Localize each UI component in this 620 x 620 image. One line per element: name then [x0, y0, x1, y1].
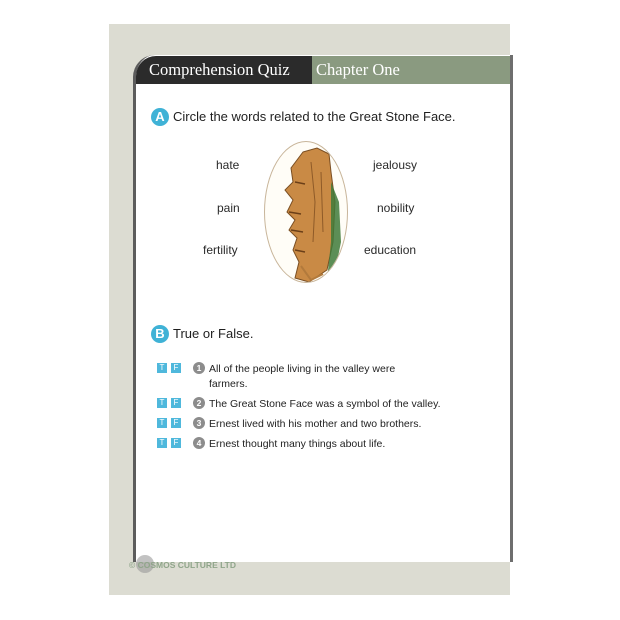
false-checkbox[interactable]: F [171, 398, 181, 408]
item-number: 1 [193, 362, 205, 374]
false-checkbox[interactable]: F [171, 418, 181, 428]
statement-line-2: farmers. [209, 378, 248, 390]
word-jealousy: jealousy [373, 158, 418, 172]
true-checkbox[interactable]: T [157, 398, 167, 408]
statement-line: Ernest lived with his mother and two brothers. [209, 418, 422, 430]
section-b-badge: B [151, 325, 169, 343]
true-checkbox[interactable]: T [157, 363, 167, 373]
word-pain: pain [217, 201, 240, 215]
word-hate: hate [216, 158, 240, 172]
chapter-title: Chapter One [312, 56, 510, 84]
stone-face-icon [265, 142, 348, 283]
statement-line: Ernest thought many things about life. [209, 438, 386, 450]
section-a-instruction: Circle the words related to the Great Stone Face. [173, 109, 456, 124]
statement-text [209, 397, 469, 412]
false-checkbox[interactable]: F [171, 363, 181, 373]
quiz-title: Comprehension Quiz [136, 56, 312, 84]
section-b-instruction: True or False. [173, 326, 254, 341]
statement-line: The Great Stone Face was a symbol of the valley. [209, 398, 441, 410]
great-stone-face-illustration [264, 141, 348, 283]
copyright-text: © COSMOS CULTURE LTD [129, 560, 236, 570]
section-a-badge: A [151, 108, 169, 126]
word-nobility: nobility [377, 201, 415, 215]
item-number: 2 [193, 397, 205, 409]
statement-line: All of the people living in the valley were [209, 363, 396, 375]
true-checkbox[interactable]: T [157, 418, 167, 428]
item-number: 3 [193, 417, 205, 429]
word-fertility: fertility [203, 243, 238, 257]
word-education: education [364, 243, 417, 257]
item-number: 4 [193, 437, 205, 449]
statement-text [209, 437, 469, 452]
quiz-page [133, 55, 513, 562]
statement-text [209, 362, 469, 392]
false-checkbox[interactable]: F [171, 438, 181, 448]
true-checkbox[interactable]: T [157, 438, 167, 448]
statement-text [209, 417, 469, 432]
